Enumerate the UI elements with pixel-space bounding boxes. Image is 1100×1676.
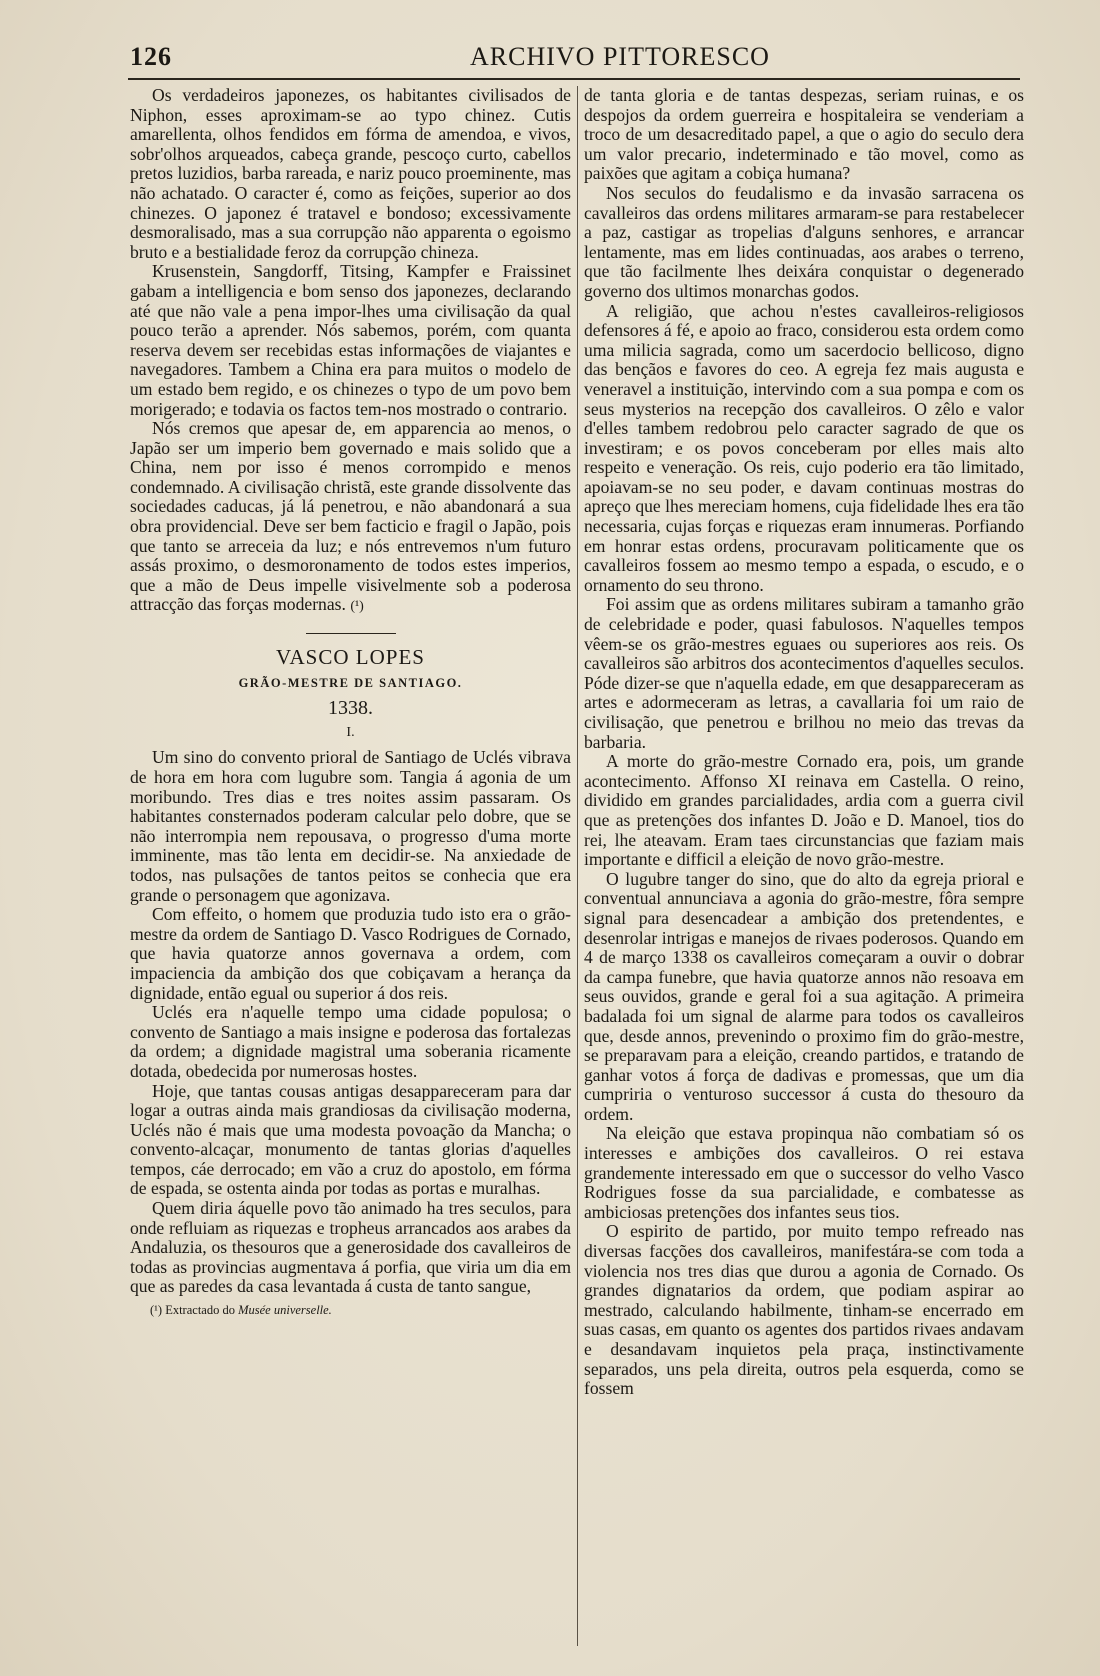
- paragraph: Com effeito, o homem que produzia tudo isto era o grão-mestre da ordem de Santiago D. Vasco Rodrigues de Cornado, que havia quatorze annos governava a ordem, com impaciencia da ambição dos que cobiçavam a herança da dignidade, então egual ou superior á dos reis.: [130, 904, 571, 1003]
- footnote-source: Musée universelle.: [238, 1303, 332, 1318]
- paragraph: A religião, que achou n'estes cavalleiros-religiosos defensores á fé, e apoio ao fraco, considerou esta ordem como uma milicia sagrada, como um sacerdocio bellicoso, digno das bençãos e favores do ceo. A egreja fez mais augusta e veneravel a instituição, intervindo com a sua pompa e com os seus mysterios na recepção dos cavalleiros. O zêlo e valor d'elles tambem redobrou pelo caracter sagrado de que os investiram; e os povos conceberam por elles mais alto respeito e veneração. Os reis, cujo poderio era tão limitado, apoiavam-se no seu poder, e davam continuas mostras do apreço que lhes mereciam homens, cuja fidelidade lhes era tão necessaria, cujas forças e riquezas eram innumeras. Porfiando em honrar estas ordens, procuravam politicamente que os cavalleiros fossem ao mesmo tempo a espada, o escudo, e o ornamento do seu throno.: [584, 300, 1024, 595]
- header-rule: [128, 78, 1020, 80]
- paragraph: Um sino do convento prioral de Santiago de Uclés vibrava de hora em hora com lugubre som. Tangia á agonia de um moribundo. Tres dias e tres noites assim passaram. Os habitantes consternados poderam calcular pelo dobre, que se não interrompia nem repousava, o progresso d'uma morte imminente, mas tão lenta em decidir-se. Na anxiedade de todos, nas pulsações de tantos peitos se conhecia que era grande o personagem que agonizava.: [130, 747, 571, 905]
- paragraph: O lugubre tanger do sino, que do alto da egreja prioral e conventual annunciava a agonia do grão-mestre, fôra sempre signal para desencadear a ambição dos pretendentes, e desenrolar intrigas e manejos de rivaes poderosos. Quando em 4 de março 1338 os cavalleiros começaram a ouvir o dobrar da campa funebre, que havia quatorze annos não resoava em seus ouvidos, grande e geral foi a sua agitação. A primeira badalada foi um signal de alarme para todos os cavalleiros que, desde annos, prevenindo o proximo fim do grão-mestre, se preparavam para a eleição, creando partidos, e tratando de ganhar votos á força de dadivas e promessas, que um dia cumpriria o venturoso successor á custa do thesouro da ordem.: [584, 868, 1024, 1124]
- paragraph: Uclés era n'aquelle tempo uma cidade populosa; o convento de Santiago a mais insigne e poderosa das fortalezas da ordem; a dignidade magistral uma soberania ricamente dotada, obedecida por numerosas hostes.: [130, 1002, 571, 1081]
- paragraph-text: Nós cremos que apesar de, em apparencia ao menos, o Japão ser um imperio bem governado e mais solido que a China, nem por isso é menos corrompido e menos condemnado. A civilisação christã, este grande dissolvente das sociedades caducas, já lá penetrou, e não abandonará a sua obra providencial. Deve ser bem facticio e fragil o Japão, pois que tanto se arreceia da luz; e nós entrevemos n'um futuro assás proximo, o desmoronamento de todos estes imperios, que a mão de Deus impelle visivelmente sob a poderosa attracção das forças modernas.: [130, 418, 571, 615]
- right-column: [584, 86, 1024, 1399]
- column-divider: [577, 86, 578, 1646]
- running-title: ARCHIVO PITTORESCO: [470, 42, 770, 71]
- section-divider: [306, 633, 396, 634]
- page-number: 126: [130, 42, 172, 71]
- paragraph: de tanta gloria e de tantas despezas, seriam ruinas, e os despojos da ordem guerreira e hospitaleira se venderiam a troco de um desacreditado papel, a que o agio do seculo dera um valor precario, indeterminado e tão movel, como as paixões que agitam a cobiça humana?: [584, 85, 1024, 184]
- article-year: 1338.: [328, 697, 373, 720]
- footnote-text: Extractado do: [165, 1303, 235, 1318]
- footnote: [130, 1303, 571, 1317]
- article-title: VASCO LOPES: [276, 645, 425, 670]
- left-column: [130, 86, 571, 1317]
- paragraph: Quem diria áquelle povo tão animado ha tres seculos, para onde refluiam as riquezas e tropheus arrancados aos arabes da Andaluzia, os thesouros que a generosidade dos cavalleiros de todas as provincias augmentava á porfia, que viria um dia em que as paredes da casa levantada á custa de tanto sangue,: [130, 1198, 571, 1297]
- paragraph: Foi assim que as ordens militares subiram a tamanho grão de celebridade e poder, quasi fabulosos. N'aquelles tempos vêem-se os grão-mestres eguaes ou superiores aos reis. Os cavalleiros são arbitros dos acontecimentos d'aquelles seculos. Póde dizer-se que n'aquella edade, em que desappareceram as artes e adormeceram as letras, a cavallaria foi um raio de civilisação, que penetrou e brilhou no meio das trevas da barbaria.: [584, 594, 1024, 752]
- article-subtitle: GRÃO-MESTRE DE SANTIAGO.: [238, 675, 463, 690]
- paragraph: O espirito de partido, por muito tempo refreado nas diversas facções dos cavalleiros, manifestára-se com toda a violencia nos tres dias que durou a agonia de Cornado. Os grandes dignatarios da ordem, que podiam aspirar ao mestrado, calculando habilmente, tinham-se encerrado em suas casas, em quanto os agentes dos partidos rivaes andavam e desandavam inquietos pela praça, instinctivamente separados, uns pela direita, outros pela esquerda, como se fossem: [584, 1221, 1024, 1399]
- paragraph: [130, 419, 571, 617]
- paragraph: A morte do grão-mestre Cornado era, pois, um grande acontecimento. Affonso XI reinava em Castella. O reino, dividido em grandes parcialidades, ardia com a guerra civil que as pretenções dos infantes D. João e D. Manoel, tios do rei, lhe ateavam. Eram taes circunstancias que faziam mais importante e difficil a eleição de novo grão-mestre.: [584, 751, 1024, 870]
- paragraph: Nos seculos do feudalismo e da invasão sarracena os cavalleiros das ordens militares armaram-se para restabelecer a paz, castigar as tropelias d'alguns senhores, e arrancar lentamente, mas em lides continuadas, aos arabes o terreno, que tão facilmente lhes deixára conquistar o degenerado governo dos ultimos monarchas godos.: [584, 182, 1024, 301]
- paragraph: Krusenstein, Sangdorff, Titsing, Kampfer e Fraissinet gabam a intelligencia e bom senso dos japonezes, declarando até que não vale a pena impor-lhes uma civilisação da qual pouco terão a aprender. Nós sabemos, porém, com quanta reserva devem ser recebidas estas informações de viajantes e navegadores. Tambem a China era para muitos o modelo de um estado bem regido, e os chinezes o typo de um povo bem morigerado; e todavia os factos tem-nos mostrado o contrario.: [130, 261, 571, 419]
- footnote-marker: (¹): [150, 1303, 163, 1318]
- paragraph: Os verdadeiros japonezes, os habitantes civilisados de Niphon, esses aproximam-se ao typo chinez. Cutis amarellenta, olhos fendidos em fórma de amendoa, e vivos, sobr'olhos arqueados, cabeça grande, pescoço curto, cabellos pretos luzidios, barba rareada, e nariz pouco proeminente, mas não achatado. O caracter é, como as feições, superior ao dos chinezes. O japonez é tratavel e bondoso; excessivamente desmoralisado, mas a sua corrupção não apparenta o egoismo bruto e a bestialidade feroz da corrupção chineza.: [130, 85, 571, 262]
- paragraph: Na eleição que estava propinqua não combatiam só os interesses e ambições dos cavalleiros. O rei estava grandemente interessado em que o successor do velho Vasco Rodrigues fosse da sua parcialidade, e combatesse as ambiciosas pretenções dos infantes seus tios.: [584, 1123, 1024, 1222]
- page-header: [130, 38, 1020, 78]
- chapter-number: I.: [346, 724, 355, 740]
- paragraph: Hoje, que tantas cousas antigas desappareceram para dar logar a outras ainda mais grandiosas da civilisação moderna, Uclés não é mais que uma modesta povoação da Mancha; o convento-alcaçar, monumento de tantas glorias d'aquelles tempos, cáe derrocado; em vão a cruz do apostolo, em fórma de espada, se ostenta ainda por todas as portas e muralhas.: [130, 1080, 571, 1199]
- footnote-reference: (¹): [350, 599, 364, 615]
